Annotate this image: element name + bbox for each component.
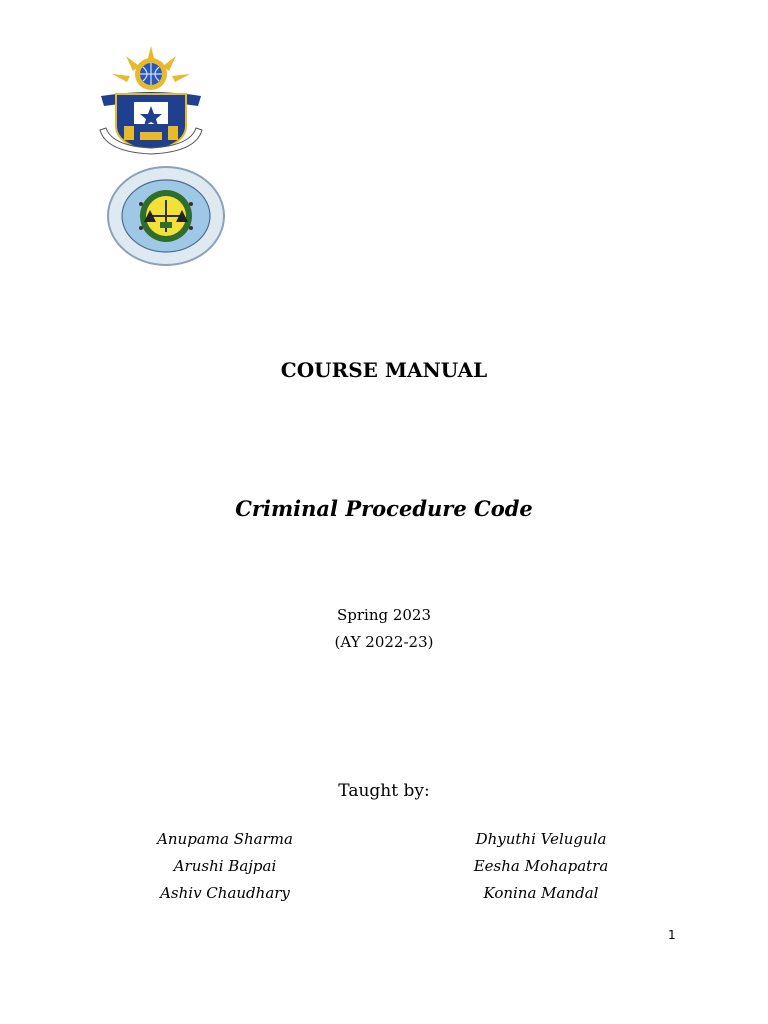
- instructor-name: Dhyuthi Velugula: [475, 830, 607, 848]
- term: Spring 2023: [336, 606, 432, 624]
- academic-year: (AY 2022-23): [334, 633, 434, 651]
- instructors-right-column: [411, 826, 671, 907]
- instructor-name: Konina Mandal: [483, 884, 599, 902]
- law-school-seal-logo: [104, 164, 228, 268]
- taught-by-label: Taught by:: [338, 781, 430, 801]
- instructors-left-column: [95, 826, 355, 907]
- instructor-name: Anupama Sharma: [157, 830, 293, 848]
- instructor-name: Ashiv Chaudhary: [160, 884, 290, 902]
- course-name: Criminal Procedure Code: [235, 496, 533, 521]
- page-number: 1: [668, 928, 676, 942]
- document-title: COURSE MANUAL: [280, 358, 488, 382]
- university-crest-logo: [96, 44, 206, 156]
- instructor-name: Arushi Bajpai: [173, 857, 277, 875]
- instructor-name: Eesha Mohapatra: [473, 857, 609, 875]
